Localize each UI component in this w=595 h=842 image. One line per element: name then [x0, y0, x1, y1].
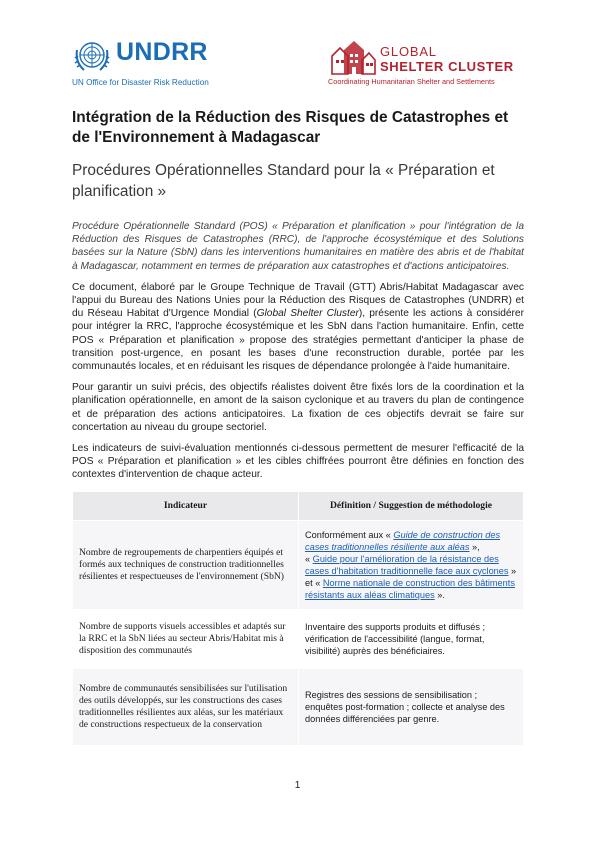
gsc-title-line1: GLOBAL	[380, 44, 437, 59]
undrr-subtitle: UN Office for Disaster Risk Reduction	[72, 78, 209, 87]
intro-paragraph: Procédure Opérationnelle Standard (POS) « Préparation et planification » pour l'intégration de la Réduction des Risques de Catastrophes (RRC), de l'approche écosystémique et des Solutions basées sur la Nature (SbN) dans les interventions humanitaires en matière des abris et de l'habitat à Madagascar, notamment en termes de préparation aux catastrophes et d'actions anticipatoires.	[72, 221, 524, 272]
paragraph-indicators: Les indicateurs de suivi-évaluation mentionnés ci-dessous permettent de mesurer l'efficacité de la POS « Préparation et planification » et les cibles chiffrées pourront être définies en fonction des contextes d'intervention de chaque acteur.	[72, 443, 524, 481]
global-shelter-cluster-mention: Global Shelter Cluster	[256, 308, 359, 320]
norme-nationale-link[interactable]: Norme nationale de construction des bâtiments résistants aux aléas climatiques	[305, 577, 515, 600]
definition-text: ».	[434, 589, 445, 600]
page-header	[72, 36, 524, 92]
indicator-cell: Nombre de communautés sensibilisées sur l'utilisation des outils développés, sur les constructions des cases traditionnelles résilientes aux aléas, sur les matériaux de constructions respectueux de la conservation	[73, 668, 299, 745]
definition-cell	[299, 520, 524, 609]
document-subtitle: Procédures Opérationnelles Standard pour la « Préparation et planification »	[72, 162, 495, 200]
paragraph-context-part1: Ce document, élaboré par le Groupe Technique de Travail (GTT) Abris/Habitat Madagascar avec l'appui du Bureau des Nations Unies pour la Réduction des Risques de Catastrophes (UNDRR) et du Réseau Habitat d'Urgence Mondial (	[72, 281, 524, 320]
document-body	[72, 108, 524, 746]
gsc-title-line2: SHELTER CLUSTER	[380, 59, 514, 74]
table-header-row	[73, 491, 524, 520]
paragraph-objectives: Pour garantir un suivi précis, des objectifs réalistes doivent être fixés lors de la coordination et la planification opérationnelle, en amont de la saison cyclonique et au travers du plan de contingence et de préparation des actions anticipatoires. La fixation de ces objectifs devrait se faire sur concertation au niveau du groupe sectoriel.	[72, 382, 524, 433]
paragraph-context-part2: ), présente les actions à considérer pour intégrer la RRC, l'approche écosystémique et les SbN dans l'action humanitaire. Enfin, cette POS « Préparation et planification » propose des stratégies permettant d'anticiper la phase de transition post-urgence, en posant les bases d'une reconstruction durable, portée par les communautés locales, et en réduisant les risques de dépendance prolongée à l'aide humanitaire.	[72, 308, 524, 373]
indicators-table	[72, 491, 524, 746]
gsc-tagline: Coordinating Humanitarian Shelter and Settlements	[328, 77, 495, 86]
column-header-indicator: Indicateur	[73, 491, 299, 520]
undrr-logo	[72, 36, 222, 92]
table-row	[73, 520, 524, 609]
indicator-cell: Nombre de supports visuels accessibles et adaptés sur la RRC et la SbN liées au secteur Abris/Habitat mis à disposition des communautés	[73, 609, 299, 668]
page-number: 1	[294, 780, 301, 791]
global-shelter-cluster-logo	[328, 38, 524, 90]
guide-amelioration-link[interactable]: Guide pour l'amélioration de la résistance des cases d'habitation traditionnelle face aux cyclones	[305, 553, 509, 576]
document-title: Intégration de la Réduction des Risques de Catastrophes et de l'Environnement à Madagascar	[72, 109, 509, 146]
definition-text: «	[305, 553, 313, 564]
column-header-definition: Définition / Suggestion de méthodologie	[299, 491, 524, 520]
undrr-wordmark: UNDRR	[116, 38, 208, 66]
un-emblem-icon	[72, 36, 112, 76]
houses-icon	[328, 38, 376, 76]
definition-text: Conformément aux «	[305, 529, 394, 540]
indicator-cell: Nombre de regroupements de charpentiers équipés et formés aux techniques de construction traditionnelles résilientes et respectueuses de l'environnement (SbN)	[73, 520, 299, 609]
paragraph-context	[72, 281, 524, 373]
definition-cell: Inventaire des supports produits et diffusés ; vérification de l'accessibilité (langue, format, visibilité) auprès des bénéficiaires.	[299, 609, 524, 668]
definition-text: » et «	[305, 565, 517, 588]
table-row	[73, 668, 524, 745]
table-row	[73, 609, 524, 668]
definition-cell: Registres des sessions de sensibilisation ; enquêtes post-formation ; collecte et analyse des données différenciées par genre.	[299, 668, 524, 745]
guide-construction-link[interactable]: Guide de construction des cases traditionnelles résiliente aux aléas	[305, 529, 501, 552]
definition-text: »,	[469, 541, 480, 552]
